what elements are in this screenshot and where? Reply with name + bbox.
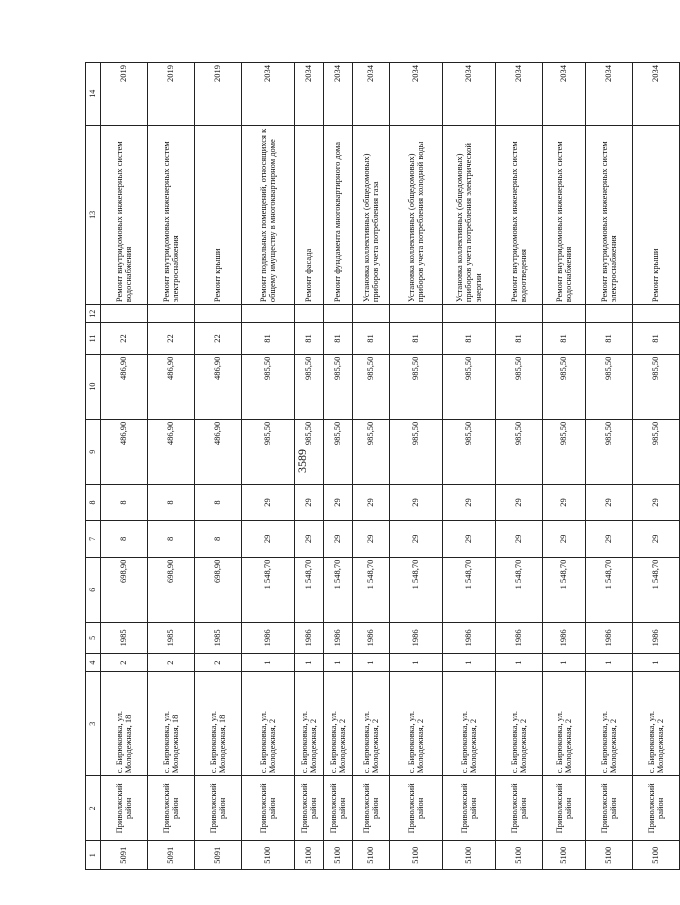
table-cell: 29: [353, 521, 390, 557]
table-cell: [195, 305, 242, 323]
table-cell: 1986: [353, 622, 390, 653]
table-cell: 486,90: [195, 419, 242, 484]
table-cell: с. Бирюковка, ул. Молодежная, 2: [295, 672, 324, 776]
table-cell: 2034: [353, 63, 390, 126]
table-cell: 22: [101, 323, 148, 354]
table-cell: [295, 305, 324, 323]
table-cell: 1: [543, 653, 586, 671]
table-cell: 2034: [324, 63, 353, 126]
table-cell: 1: [295, 653, 324, 671]
column-number: 14: [86, 63, 101, 126]
table-cell: Приволжский район: [324, 776, 353, 841]
table-cell: [443, 305, 496, 323]
column-number-row: [86, 63, 101, 870]
table-cell: 1 548,70: [586, 557, 633, 622]
table-cell: 1: [586, 653, 633, 671]
table-row: [586, 63, 633, 870]
table-cell: 985,50: [390, 354, 443, 419]
table-cell: 1986: [390, 622, 443, 653]
table-cell: [101, 305, 148, 323]
table-cell: [148, 305, 195, 323]
table-cell: 1 548,70: [295, 557, 324, 622]
table-cell: 29: [496, 521, 543, 557]
table-cell: 81: [543, 323, 586, 354]
table-cell: 985,50: [443, 419, 496, 484]
table-cell: 81: [390, 323, 443, 354]
table-row: [543, 63, 586, 870]
table-cell: 81: [295, 323, 324, 354]
table-cell: 1986: [295, 622, 324, 653]
table-cell: Приволжский район: [633, 776, 680, 841]
column-number: 7: [86, 521, 101, 557]
table-cell: с. Бирюковка, ул. Молодежная, 2: [633, 672, 680, 776]
table-cell: с. Бирюковка, ул. Молодежная, 18: [148, 672, 195, 776]
table-cell: Приволжский район: [242, 776, 295, 841]
table-cell: 2034: [586, 63, 633, 126]
table-cell: 8: [101, 484, 148, 520]
column-number: 4: [86, 653, 101, 671]
column-number: 5: [86, 622, 101, 653]
table-cell: 1 548,70: [242, 557, 295, 622]
table-cell: 1: [324, 653, 353, 671]
table-cell: 8: [101, 521, 148, 557]
table-cell: Приволжский район: [496, 776, 543, 841]
table-cell: 1: [633, 653, 680, 671]
table-cell: 8: [195, 521, 242, 557]
table-cell: 2019: [195, 63, 242, 126]
table-cell: [390, 305, 443, 323]
table-cell: 29: [543, 521, 586, 557]
table-cell: 1 548,70: [633, 557, 680, 622]
table-cell: 1: [443, 653, 496, 671]
rotated-table-container: [85, 62, 665, 870]
table-cell: 2034: [543, 63, 586, 126]
table-cell: 5100: [496, 841, 543, 870]
table-cell: Ремонт фасада: [295, 125, 324, 305]
table-cell: Установка коллективных (общедомовых) приборов учета потребления газа: [353, 125, 390, 305]
table-cell: 22: [148, 323, 195, 354]
table-cell: 29: [443, 521, 496, 557]
table-cell: 1: [242, 653, 295, 671]
table-cell: 1: [390, 653, 443, 671]
table-cell: Ремонт внутридомовых инженерных систем водоснабжения: [101, 125, 148, 305]
table-row: [148, 63, 195, 870]
table-cell: 985,50: [390, 419, 443, 484]
table-cell: Ремонт внутридомовых инженерных систем электроснабжения: [586, 125, 633, 305]
table-cell: 985,50: [324, 419, 353, 484]
table-cell: 486,90: [148, 419, 195, 484]
column-number: 6: [86, 557, 101, 622]
table-cell: Установка коллективных (общедомовых) приборов учета потребления электрической энергии: [443, 125, 496, 305]
table-cell: 81: [353, 323, 390, 354]
table-cell: 29: [295, 521, 324, 557]
table-cell: 1985: [195, 622, 242, 653]
table-cell: 29: [242, 484, 295, 520]
table-cell: 5100: [633, 841, 680, 870]
table-cell: 5100: [324, 841, 353, 870]
table-cell: [242, 305, 295, 323]
table-cell: 8: [148, 521, 195, 557]
table-cell: 5100: [353, 841, 390, 870]
table-cell: 698,90: [148, 557, 195, 622]
table-cell: 2: [195, 653, 242, 671]
table-cell: 2034: [295, 63, 324, 126]
table-cell: 486,90: [101, 354, 148, 419]
table-cell: 985,50: [443, 354, 496, 419]
table-cell: [543, 305, 586, 323]
table-cell: 985,50: [324, 354, 353, 419]
table-cell: 1 548,70: [543, 557, 586, 622]
table-row: [353, 63, 390, 870]
table-cell: 1: [496, 653, 543, 671]
table-cell: 985,50: [295, 354, 324, 419]
table-cell: Ремонт фундамента многоквартирного дома: [324, 125, 353, 305]
table-cell: 29: [390, 521, 443, 557]
table-cell: Ремонт крыши: [633, 125, 680, 305]
column-number: 12: [86, 305, 101, 323]
table-cell: Приволжский район: [295, 776, 324, 841]
table-cell: 985,50: [543, 354, 586, 419]
table-cell: 5100: [443, 841, 496, 870]
table-cell: 5100: [242, 841, 295, 870]
table-cell: 486,90: [101, 419, 148, 484]
table-cell: 29: [543, 484, 586, 520]
table-cell: Приволжский район: [390, 776, 443, 841]
table-cell: 985,50: [586, 419, 633, 484]
column-number: 2: [86, 776, 101, 841]
table-cell: Ремонт внутридомовых инженерных систем водоснабжения: [543, 125, 586, 305]
column-number: 10: [86, 354, 101, 419]
table-cell: Приволжский район: [148, 776, 195, 841]
table-cell: 985,50: [543, 419, 586, 484]
table-cell: Приволжский район: [353, 776, 390, 841]
table-cell: 985,50: [496, 419, 543, 484]
table-cell: с. Бирюковка, ул. Молодежная, 2: [242, 672, 295, 776]
table-cell: Приволжский район: [443, 776, 496, 841]
table-cell: 5100: [390, 841, 443, 870]
table-cell: с. Бирюковка, ул. Молодежная, 2: [543, 672, 586, 776]
table-cell: 2: [148, 653, 195, 671]
table-cell: с. Бирюковка, ул. Молодежная, 2: [324, 672, 353, 776]
table-cell: с. Бирюковка, ул. Молодежная, 2: [443, 672, 496, 776]
table-cell: 985,50: [295, 419, 324, 484]
table-cell: 1 548,70: [443, 557, 496, 622]
column-number: 8: [86, 484, 101, 520]
table-cell: 2034: [633, 63, 680, 126]
table-cell: 1 548,70: [390, 557, 443, 622]
table-cell: [496, 305, 543, 323]
table-cell: 81: [443, 323, 496, 354]
table-cell: 29: [496, 484, 543, 520]
table-cell: Приволжский район: [543, 776, 586, 841]
table-row: [101, 63, 148, 870]
table-cell: 1986: [443, 622, 496, 653]
table-cell: 29: [633, 521, 680, 557]
table-cell: 29: [633, 484, 680, 520]
table-cell: 1986: [242, 622, 295, 653]
table-cell: 5091: [148, 841, 195, 870]
table-cell: с. Бирюковка, ул. Молодежная, 2: [586, 672, 633, 776]
table-row: [324, 63, 353, 870]
table-cell: 985,50: [586, 354, 633, 419]
table-cell: 698,90: [101, 557, 148, 622]
table-cell: 2: [101, 653, 148, 671]
table-cell: 29: [443, 484, 496, 520]
table-row: [242, 63, 295, 870]
table-cell: 985,50: [496, 354, 543, 419]
table-cell: с. Бирюковка, ул. Молодежная, 2: [390, 672, 443, 776]
table-cell: 985,50: [633, 354, 680, 419]
table-cell: с. Бирюковка, ул. Молодежная, 18: [101, 672, 148, 776]
table-row: [633, 63, 680, 870]
table-row: [390, 63, 443, 870]
table-cell: Ремонт внутридомовых инженерных систем электроснабжения: [148, 125, 195, 305]
table-cell: 29: [324, 484, 353, 520]
table-cell: 81: [586, 323, 633, 354]
table-cell: 2019: [101, 63, 148, 126]
table-cell: 985,50: [353, 354, 390, 419]
table-row: [496, 63, 543, 870]
table-cell: Ремонт подвальных помещений, относящихся к общему имуществу в многоквартирном доме: [242, 125, 295, 305]
table-cell: Установка коллективных (общедомовых) приборов учета потребления холодной воды: [390, 125, 443, 305]
table-cell: 22: [195, 323, 242, 354]
column-number: 11: [86, 323, 101, 354]
column-number: 3: [86, 672, 101, 776]
table-cell: 2034: [443, 63, 496, 126]
table-cell: 1986: [324, 622, 353, 653]
table-cell: 29: [295, 484, 324, 520]
repair-program-table: [85, 62, 680, 870]
table-cell: 985,50: [242, 354, 295, 419]
column-number: 9: [86, 419, 101, 484]
table-cell: 486,90: [148, 354, 195, 419]
table-cell: 5100: [543, 841, 586, 870]
table-cell: 1986: [586, 622, 633, 653]
table-cell: 1 548,70: [496, 557, 543, 622]
table-cell: 1986: [543, 622, 586, 653]
table-cell: 29: [353, 484, 390, 520]
table-cell: 2034: [390, 63, 443, 126]
table-cell: с. Бирюковка, ул. Молодежная, 2: [496, 672, 543, 776]
table-cell: 1 548,70: [324, 557, 353, 622]
table-cell: 29: [242, 521, 295, 557]
table-cell: 985,50: [353, 419, 390, 484]
table-row: [195, 63, 242, 870]
table-cell: с. Бирюковка, ул. Молодежная, 18: [195, 672, 242, 776]
table-cell: Ремонт крыши: [195, 125, 242, 305]
table-cell: 1986: [496, 622, 543, 653]
table-cell: 81: [324, 323, 353, 354]
table-cell: 486,90: [195, 354, 242, 419]
table-cell: Приволжский район: [101, 776, 148, 841]
table-cell: 29: [586, 484, 633, 520]
table-cell: с. Бирюковка, ул. Молодежная, 2: [353, 672, 390, 776]
table-row: [295, 63, 324, 870]
table-cell: 2019: [148, 63, 195, 126]
table-cell: [353, 305, 390, 323]
table-cell: Приволжский район: [195, 776, 242, 841]
table-cell: 5091: [101, 841, 148, 870]
page-number: 3589: [295, 449, 309, 473]
table-cell: [586, 305, 633, 323]
table-cell: Ремонт внутридомовых инженерных систем водоотведения: [496, 125, 543, 305]
table-cell: 5091: [195, 841, 242, 870]
table-cell: Приволжский район: [586, 776, 633, 841]
table-cell: 2034: [496, 63, 543, 126]
table-cell: 1: [353, 653, 390, 671]
table-cell: 1985: [101, 622, 148, 653]
table-cell: 29: [586, 521, 633, 557]
column-number: 13: [86, 125, 101, 305]
table-cell: [324, 305, 353, 323]
table-cell: 1 548,70: [353, 557, 390, 622]
table-cell: 29: [324, 521, 353, 557]
table-cell: 81: [242, 323, 295, 354]
table-cell: 81: [633, 323, 680, 354]
table-cell: 5100: [295, 841, 324, 870]
table-cell: 8: [195, 484, 242, 520]
table-cell: 698,90: [195, 557, 242, 622]
table-cell: 81: [496, 323, 543, 354]
table-cell: [633, 305, 680, 323]
table-cell: 2034: [242, 63, 295, 126]
table-cell: 1986: [633, 622, 680, 653]
table-row: [443, 63, 496, 870]
table-cell: 29: [390, 484, 443, 520]
table-cell: 985,50: [242, 419, 295, 484]
column-number: 1: [86, 841, 101, 870]
table-cell: 985,50: [633, 419, 680, 484]
table-cell: 8: [148, 484, 195, 520]
table-cell: 1985: [148, 622, 195, 653]
table-cell: 5100: [586, 841, 633, 870]
